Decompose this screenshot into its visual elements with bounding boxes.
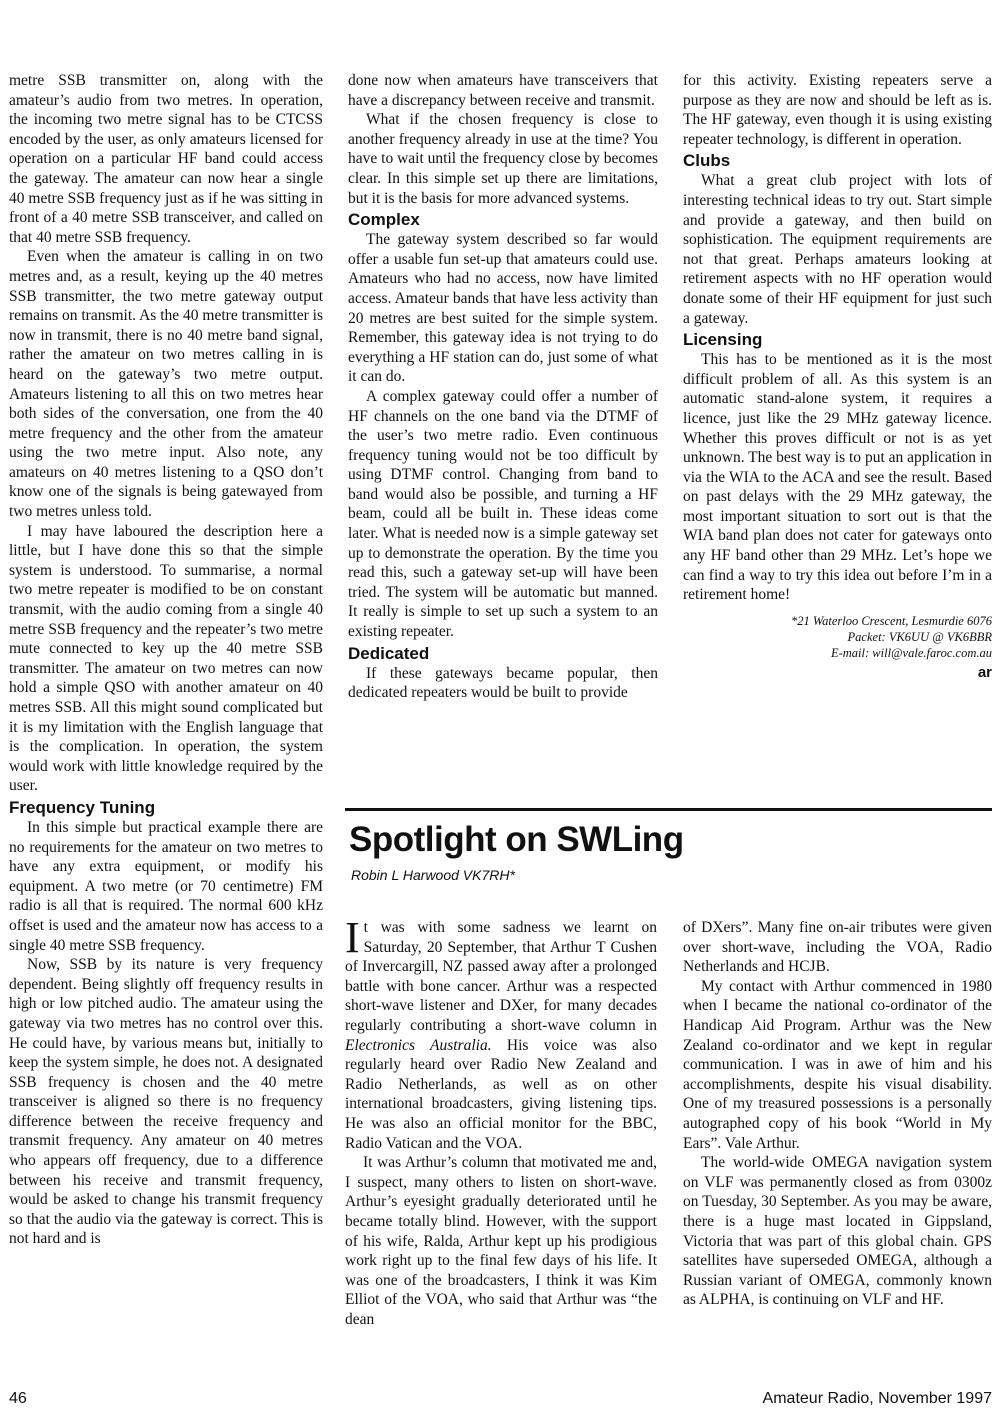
section-divider [345, 808, 992, 811]
paragraph: What if the chosen frequency is close to another frequency already in use at the time? You have to wait until the frequency close by becomes clear. In this simple set up there are limitations, but it is the basis for more advanced systems. [348, 111, 658, 207]
address-line: *21 Waterloo Crescent, Lesmurdie 6076 [790, 613, 992, 628]
paragraph [345, 913, 658, 1153]
page-number: 46 [9, 1390, 27, 1407]
paragraph: What a great club project with lots of interesting technical ideas to try out. Start simple and provide a gateway, and then build on sophistication. The equipment requirements are not that great. Perhaps amateurs looking at retirement aspects with no HF operation would donate some of their HF equipment for just such a gateway. [683, 172, 992, 327]
section-heading-licensing: Licensing [683, 330, 763, 350]
end-mark: ar [977, 663, 992, 681]
section-heading-complex: Complex [348, 210, 420, 230]
article-column-3 [683, 71, 992, 682]
drop-cap: I [345, 913, 360, 962]
paragraph: In this simple but practical example there are no requirements for the amateur on two metres to have any extra equipment, or modify his equipment. A two metre (or 70 centimetre) FM radio is all that is required. The normal 600 kHz offset is used and the amateur now has access to a single 40 metre SSB frequency. [9, 818, 323, 954]
text-run: His voice was also regularly heard over Radio New Zealand and Radio Netherlands, as well as on other international broadcasters, giving listening tips. He was also an official monitor for the BBC, Radio Vatican and the VOA. [345, 1036, 658, 1152]
paragraph: Now, SSB by its nature is very frequency dependent. Being slightly off frequency results in high or low pitched audio. The amateur using the gateway via two metres has no control over this. He could have, by various means but, initially to keep the system simple, he does not. A designated SSB frequency is chosen and the 40 metre transceiver is aligned so there is no frequency difference between the receive frequency and transmit frequency. Any amateur on 40 metres who appears off frequency, due to a difference between his receive and transmit frequency, would be asked to change his transmit frequency so that the audio via the gateway is correct. This is not hard and is [9, 956, 323, 1248]
spotlight-title: Spotlight on SWLing [349, 820, 684, 859]
paragraph: It was Arthur’s column that motivated me and, I suspect, many others to listen on short-wave. Arthur’s eyesight gradually deteriorated until he became totally blind. However, with the support of his wife, Ralda, Arthur kept up his prodigious work right up to the final few days of his life. It was one of the broadcasters, I think it was Kim Elliot of the VOA, who said that Arthur was “the dean [345, 1154, 657, 1328]
paragraph: If these gateways became popular, then dedicated repeaters would be built to provide [348, 664, 658, 702]
section-heading-frequency-tuning: Frequency Tuning [9, 797, 156, 817]
publication-name: Electronics Australia. [345, 1036, 492, 1054]
paragraph: The gateway system described so far would offer a usable fun set-up that amateurs could use. Amateurs who had no access, now have limited access. Amateur bands that have less activity than 20 metres are best suited for the simple system. Remember, this gateway idea is not trying to do everything a HF station can do, just some of what it can do. [348, 231, 658, 386]
text-run: t was with some sadness we learnt on Saturday, 20 September, that Arthur T Cushen of Invercargill, NZ passed away after a prolonged battle with bone cancer. Arthur was a respected short-wave listener and DXer, for many decades regularly contributing a short-wave column in [345, 919, 657, 1034]
page-footer [9, 1390, 992, 1412]
paragraph: done now when amateurs have transceivers that have a discrepancy between receive and transmit. [348, 72, 658, 109]
section-heading-clubs: Clubs [683, 151, 731, 171]
article-column-2 [348, 71, 658, 703]
paragraph: for this activity. Existing repeaters serve a purpose as they are now and should be left as is. The HF gateway, even though it is using existing repeater technology, is different in operation. [683, 72, 992, 148]
section-heading-dedicated: Dedicated [348, 643, 430, 663]
paragraph: of DXers”. Many fine on-air tributes were given over short-wave, including the VOA, Radio Netherlands and HCJB. [683, 919, 992, 976]
paragraph: A complex gateway could offer a number of HF channels on the one band via the DTMF of the user’s two metre radio. Even continuous frequency tuning would not be too difficult by using DTMF control. Changing from band to band would also be possible, and turning a HF beam, could all be built in. These ideas come later. What is needed now is a simple gateway set up to demonstrate the operation. By the time you read this, such a gateway set-up will have been tried. The system will be automatic but manned. It really is simple to set up such a system to an existing repeater. [348, 387, 658, 641]
paragraph: The world-wide OMEGA navigation system on VLF was permanently closed as from 0300z on Tuesday, 30 September. As you may be aware, there is a huge mast located in Gippsland, Victoria that was part of this global chain. GPS satellites have superseded OMEGA, although a Russian variant of OMEGA, commonly known as ALPHA, is continuing on VLF and HF. [683, 1154, 992, 1309]
packet-address: Packet: VK6UU @ VK6BBR [847, 629, 992, 644]
email-address: E-mail: will@vale.faroc.com.au [830, 645, 992, 660]
paragraph: My contact with Arthur commenced in 1980 when I became the national co-ordinator of the Handicap Aid Program. Arthur was the New Zealand co-ordinator and we kept in regular communication. I was in awe of him and his accomplishments, despite his visual disability. One of my treasured possessions is a personally autographed copy of his book “World in My Ears”. Vale Arthur. [683, 977, 992, 1152]
spotlight-column-1 [345, 913, 658, 1329]
magazine-issue: Amateur Radio, November 1997 [762, 1390, 992, 1407]
paragraph: This has to be mentioned as it is the most difficult problem of all. As this system is an automatic stand-alone system, it requires a licence, just like the 29 MHz gateway licence. Whether this proves difficult or not is as yet unknown. The best way is to put an application in via the WIA to the ACA and see the result. Based on past delays with the 29 MHz gateway, the most important situation to sort out is that the WIA band plan does not cater for gateways onto any HF band other than 29 MHz. Let’s hope we can find a way to try this ideа out before I’m in a retirement home! [683, 351, 992, 604]
article-column-1 [9, 71, 323, 1249]
paragraph: I may have laboured the description here a little, but I have done this so that the simple system is understood. To summarise, a normal two metre repeater is modified to be on constant transmit, with the audio coming from a single 40 metre SSB frequency and the repeater’s two metre mute connected to key up the 40 metre SSB transmitter. The amateur on two metres can now hold a simple QSO with another amateur on 40 metres SSB. All this might sound complicated but it is my limitation with the English language that is the complication. In operation, the system would work with little knowledge required by the user. [9, 522, 323, 795]
spotlight-column-2 [683, 918, 992, 1310]
spotlight-byline: Robin L Harwood VK7RH* [351, 867, 515, 883]
paragraph: metre SSB transmitter on, along with the amateur’s audio from two metres. In operation, the incoming two metre signal has to be CTCSS encoded by the user, as only amateurs licensed for operation on a particular HF band could access the gateway. The amateur can now hear a single 40 metre SSB frequency just as if he was sitting in front of a 40 metre SSB transceiver, and called on that 40 metre SSB frequency. [9, 72, 323, 246]
paragraph: Even when the amateur is calling in on two metres and, as a result, keying up the 40 metres SSB transmitter, the two metre gateway output remains on transmit. As the 40 metre transmitter is now in transmit, there is no 40 metre band signal, rather the amateur on two metres calling in is heard on the gateway’s two metre output. Amateurs listening to all this on two metres hear both sides of the conversation, one from the 40 metre frequency and the other from the amateur using the two metre input. Also note, any amateurs on 40 metres listening to a QSO don’t know one of the signals is being gatewayed from two metres unless told. [9, 248, 323, 521]
author-address [683, 613, 992, 661]
